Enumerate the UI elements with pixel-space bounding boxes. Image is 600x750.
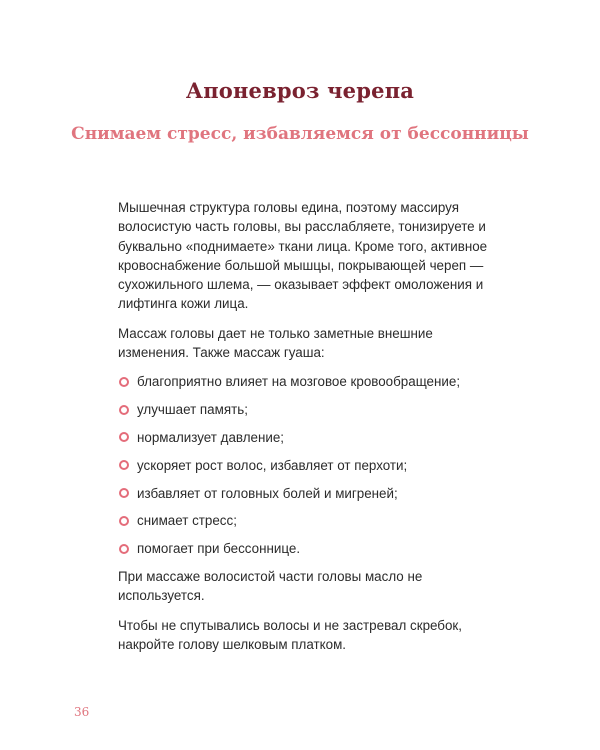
page-subtitle: Снимаем стресс, избавляемся от бессонницы xyxy=(71,124,529,144)
list-item-text: помогает при бессоннице. xyxy=(137,541,301,557)
list-item xyxy=(118,539,504,558)
page-title: Апоневроз черепа xyxy=(185,78,415,103)
paragraph-silk-scarf: Чтобы не спутывались волосы и не застревал скребок, накройте голову шелковым платком. xyxy=(118,617,463,652)
bullet-ring-icon xyxy=(119,377,129,387)
page-number: 36 xyxy=(74,705,90,719)
bullet-ring-icon xyxy=(119,488,129,498)
list-item xyxy=(118,400,504,419)
list-item-text: благоприятно влияет на мозговое кровообращение; xyxy=(137,374,461,390)
list-item-text: нормализует давление; xyxy=(137,429,284,445)
benefits-list xyxy=(118,372,504,558)
list-item xyxy=(118,511,504,530)
list-item xyxy=(118,428,504,447)
list-item-text: избавляет от головных болей и мигреней; xyxy=(137,485,398,501)
list-item xyxy=(118,484,504,503)
list-item xyxy=(118,372,504,391)
paragraph-intro: Мышечная структура головы едина, поэтому массируя волосистую часть головы, вы расслабляете, тонизируете и буквально «поднимаете» ткани лица. Кроме того, активное кровоснабжение большой мышцы, покрывающей череп — сухожильного шлема, — оказывает эффект омоложения и лифтинга кожи лица. xyxy=(118,200,488,312)
bullet-ring-icon xyxy=(119,544,129,554)
bullet-ring-icon xyxy=(119,460,129,470)
list-item-text: ускоряет рост волос, избавляет от перхоти; xyxy=(137,457,408,473)
bullet-ring-icon xyxy=(119,405,129,415)
list-item-text: улучшает память; xyxy=(137,402,248,418)
list-item-text: снимает стресс; xyxy=(137,513,237,529)
paragraph-benefits-lead: Массаж головы дает не только заметные внешние изменения. Также массаж гуаша: xyxy=(118,325,433,361)
body-text xyxy=(118,198,504,664)
paragraph-no-oil: При массаже волосистой части головы масло не используется. xyxy=(118,568,423,604)
bullet-ring-icon xyxy=(119,432,129,442)
list-item xyxy=(118,456,504,475)
bullet-ring-icon xyxy=(119,516,129,526)
